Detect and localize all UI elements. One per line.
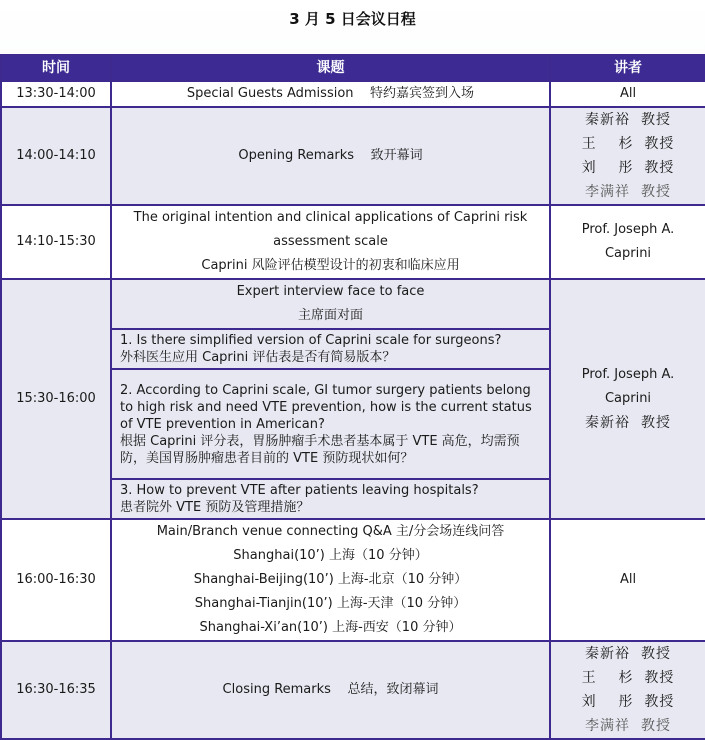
question-cell [111,369,550,479]
table-row [1,81,705,107]
speaker-line: Caprini [604,246,652,261]
topic-cell: Special Guests Admission 特约嘉宾签到入场 [111,81,550,107]
topic-line: Expert interview face to face [236,284,425,299]
topic-cell: Closing Remarks 总结，致闭幕词 [111,641,550,739]
topic-line: Main/Branch venue connecting Q&A 主/分会场连线问答 [156,524,505,539]
speaker-cell [550,641,705,739]
speaker-cell [550,107,705,205]
topic-line: assessment scale [273,234,388,249]
time-cell: 16:30-16:35 [1,641,111,739]
header-speaker: 讲者 [550,55,705,81]
topic-line: Shanghai(10’) 上海（10 分钟） [233,548,428,563]
table-row [1,519,705,641]
topic-cell [111,205,550,279]
table-row [1,107,705,205]
question-en: 1. Is there simplified version of Caprini scale for surgeons? [120,333,502,348]
time-cell: 14:00-14:10 [1,107,111,205]
time-cell: 15:30-16:00 [1,279,111,519]
speaker-line: 秦新裕 教授 [585,415,671,431]
table-header-row [1,55,705,81]
speaker-name: 李满祥 教授 [585,184,671,200]
header-time: 时间 [1,55,111,81]
topic-cell [111,279,550,329]
speaker-name: 秦新裕 教授 [585,646,671,662]
topic-line: Shanghai-Xi’an(10’) 上海-西安（10 分钟） [199,620,462,635]
speaker-name: 秦新裕 教授 [585,112,671,128]
speaker-line: Prof. Joseph A. [581,222,675,237]
topic-line: The original intention and clinical applications of Caprini risk [133,210,528,225]
topic-line: Shanghai-Beijing(10’) 上海-北京（10 分钟） [193,572,468,587]
topic-line: 主席面对面 [297,308,363,323]
question-zh: 患者院外 VTE 预防及管理措施？ [120,500,310,515]
speaker-cell: All [550,519,705,641]
speaker-name: 刘 彤 教授 [581,694,675,710]
page-title: 3 月 5 日会议日程 [289,10,416,28]
header-topic: 课题 [111,55,550,81]
speaker-name: 刘 彤 教授 [581,160,675,176]
question-cell [111,329,550,369]
table-row [1,641,705,739]
speaker-line: Caprini [604,391,652,406]
speaker-line: Prof. Joseph A. [581,367,675,382]
question-cell [111,479,550,519]
speaker-name: 王 杉 教授 [581,136,675,152]
topic-cell [111,519,550,641]
time-cell: 13:30-14:00 [1,81,111,107]
question-en: 2. According to Caprini scale, GI tumor surgery patients belong to high risk and need VTE prevention, how is the current status of VTE prevention in American? [120,382,532,432]
speaker-name: 王 杉 教授 [581,670,675,686]
question-zh: 根据 Caprini 评分表，胃肠肿瘤手术患者基本属于 VTE 高危，均需预防，美国胃肠肿瘤患者目前的 VTE 预防现状如何？ [120,433,520,466]
speaker-cell [550,279,705,519]
table-row [1,279,705,329]
agenda-table [0,54,705,740]
topic-line: Shanghai-Tianjin(10’) 上海-天津（10 分钟） [194,596,467,611]
question-zh: 外科医生应用 Caprini 评估表是否有简易版本？ [120,350,396,365]
time-cell: 14:10-15:30 [1,205,111,279]
question-en: 3. How to prevent VTE after patients leaving hospitals? [120,483,479,498]
table-row [1,205,705,279]
speaker-cell: All [550,81,705,107]
topic-line: Caprini 风险评估模型设计的初衷和临床应用 [201,258,460,273]
topic-cell: Opening Remarks 致开幕词 [111,107,550,205]
time-cell: 16:00-16:30 [1,519,111,641]
speaker-name: 李满祥 教授 [585,718,671,734]
speaker-cell [550,205,705,279]
